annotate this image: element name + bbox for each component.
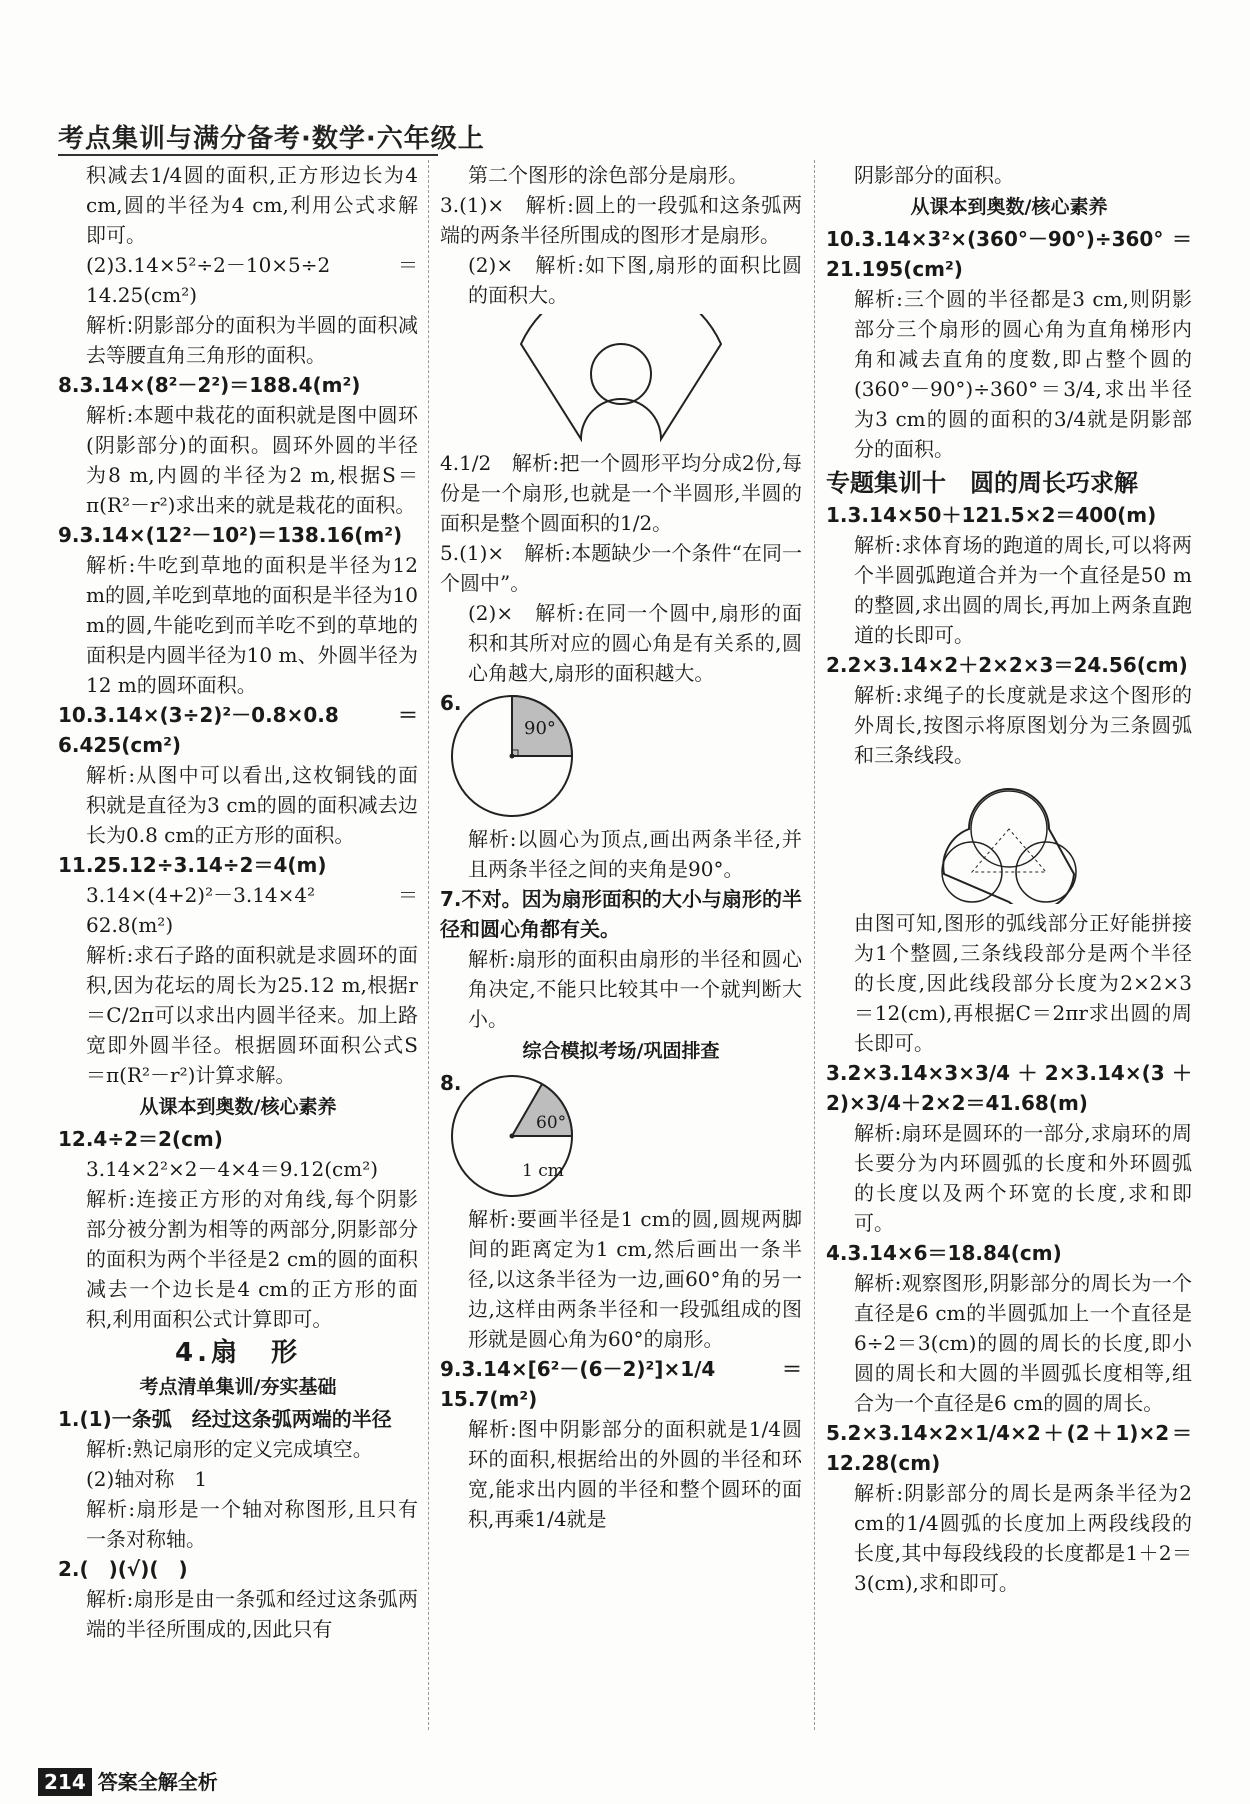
text-line: 积减去1/4圆的面积,正方形边长为4 cm,圆的半径为4 cm,利用公式求解即可。 — [86, 163, 418, 247]
answer-8: 8.3.14×(8²－2²)＝188.4(m²) — [58, 373, 361, 397]
circle-60-figure — [450, 1072, 590, 1200]
radius-label: 1 cm — [522, 1161, 564, 1181]
section-heading: 考点清单集训/夯实基础 — [139, 1376, 337, 1398]
answer-line: 3.14×(4+2)²－3.14×4²＝62.8(m²) — [86, 883, 418, 937]
angle-label: 60° — [536, 1113, 567, 1133]
angle-label: 90° — [524, 718, 556, 739]
answer-line: (2)× 解析:如下图,扇形的面积比圆的面积大。 — [468, 253, 802, 307]
column-2 — [440, 160, 802, 1534]
analysis: 解析:阴影部分的面积为半圆的面积减去等腰直角三角形的面积。 — [86, 313, 418, 367]
page-footer — [38, 1766, 218, 1795]
answer-11: 11.25.12÷3.14÷2＝4(m) — [58, 853, 327, 877]
answer-10: 10.3.14×(3÷2)²－0.8×0.8＝6.425(cm²) — [58, 703, 418, 757]
column-1 — [58, 160, 418, 1644]
analysis: 解析:从图中可以看出,这枚铜钱的面积就是直径为3 cm的圆的面积减去边长为0.8 cm的正方形的面积。 — [86, 763, 418, 847]
analysis: 解析:观察图形,阴影部分的周长为一个直径是6 cm的半圆弧加上一个直径是6÷2＝3(cm)的圆的周长的长度,即小圆的周长和大圆的半圆弧长度相等,组合为一个直径是6 cm的圆的周长。 — [854, 1271, 1192, 1415]
analysis: 解析:阴影部分的周长是两条半径为2 cm的1/4圆弧的长度加上两段线段的长度,其中每段线段的长度都是1＋2＝3(cm),求和即可。 — [854, 1481, 1192, 1595]
column-3 — [826, 160, 1192, 1598]
analysis: 解析:要画半径是1 cm的圆,圆规两脚间的距离定为1 cm,然后画出一条半径,以这条半径为一边,画60°角的另一边,这样由两条半径和一段弧组成的图形就是圆心角为60°的扇形。 — [468, 1207, 802, 1351]
circle-90-figure — [450, 692, 590, 820]
analysis: 由图可知,图形的弧线部分正好能拼接为1个整圆,三条线段部分是两个半径的长度,因此线段部分长度为2×2×3＝12(cm),再根据C＝2πr求出圆的周长即可。 — [854, 911, 1192, 1055]
answer-9: 9.3.14×(12²－10²)＝138.16(m²) — [58, 523, 403, 547]
analysis: 解析:熟记扇形的定义完成填空。 — [86, 1437, 373, 1461]
analysis: 解析:以圆心为顶点,画出两条半径,并且两条半径之间的夹角是90°。 — [468, 827, 802, 881]
answer-12: 12.4÷2＝2(cm) — [58, 1127, 223, 1151]
answer-line: (2)轴对称 1 — [86, 1467, 208, 1491]
column-divider — [814, 160, 815, 1730]
column-divider — [428, 160, 429, 1730]
running-header: 考点集训与满分备考·数学·六年级上 — [58, 124, 485, 154]
fan-sector-figure — [511, 314, 731, 444]
footer-label: 答案全解全析 — [97, 1770, 218, 1794]
analysis: 解析:扇形是一个轴对称图形,且只有一条对称轴。 — [86, 1497, 418, 1551]
answer-1: 1.(1)一条弧 经过这条弧两端的半径 — [58, 1407, 392, 1431]
analysis: 解析:求绳子的长度就是求这个图形的外周长,按图示将原图划分为三条圆弧和三条线段。 — [854, 683, 1192, 767]
section-heading: 从课本到奥数/核心素养 — [910, 196, 1108, 218]
analysis: 解析:牛吃到草地的面积是半径为12 m的圆,羊吃到草地的面积是半径为10 m的圆,牛能吃到而羊吃不到的草地的面积是内圆半径为10 m、外圆半径为12 m的圆环面积。 — [86, 553, 418, 697]
answer-line: (2)3.14×5²÷2－10×5÷2＝14.25(cm²) — [86, 253, 418, 307]
answer-4: 4.3.14×6＝18.84(cm) — [826, 1241, 1062, 1265]
answer-10: 10.3.14×3²×(360°－90°)÷360°＝21.195(cm²) — [826, 227, 1192, 281]
answer-line: (2)× 解析:在同一个圆中,扇形的面积和其所对应的圆心角是有关系的,圆心角越大,扇形的面积越大。 — [468, 601, 802, 685]
answer-3: 3.2×3.14×3×3/4＋2×3.14×(3＋2)×3/4＋2×2＝41.68(m) — [826, 1061, 1192, 1115]
analysis: 解析:扇环是圆环的一部分,求扇环的周长要分为内环圆弧的长度和外环圆弧的长度以及两个环宽的长度,求和即可。 — [854, 1121, 1192, 1235]
answer-7: 7.不对。因为扇形面积的大小与扇形的半径和圆心角都有关。 — [440, 887, 802, 941]
answer-2: 2.2×3.14×2＋2×2×3＝24.56(cm) — [826, 653, 1188, 677]
analysis: 解析:求石子路的面积就是求圆环的面积,因为花坛的周长为25.12 m,根据r＝C/2π可以求出内圆半径来。加上路宽即外圆半径。根据圆环面积公式S＝π(R²－r²)计算求解。 — [86, 943, 418, 1087]
answer-5: 5.2×3.14×2×1/4×2＋(2＋1)×2＝12.28(cm) — [826, 1421, 1192, 1475]
answer-5: 5.(1)× 解析:本题缺少一个条件“在同一个圆中”。 — [440, 541, 802, 595]
text-line: 阴影部分的面积。 — [854, 163, 1014, 187]
answer-2: 2.( )(√)( ) — [58, 1557, 188, 1581]
analysis: 解析:扇形是由一条弧和经过这条弧两端的半径所围成的,因此只有 — [86, 1587, 418, 1641]
answer-3: 3.(1)× 解析:圆上的一段弧和这条弧两端的两条半径所围成的图形才是扇形。 — [440, 193, 802, 247]
analysis: 解析:扇形的面积由扇形的半径和圆心角决定,不能只比较其中一个就判断大小。 — [468, 947, 802, 1031]
answer-line: 3.14×2²×2－4×4＝9.12(cm²) — [86, 1157, 379, 1181]
answer-4: 4.1/2 解析:把一个圆形平均分成2份,每份是一个扇形,也就是一个半圆形,半圆的面积是整个圆面积的1/2。 — [440, 451, 802, 535]
answer-1: 1.3.14×50＋121.5×2＝400(m) — [826, 503, 1157, 527]
answer-9: 9.3.14×[6²－(6－2)²]×1/4＝15.7(m²) — [440, 1357, 802, 1411]
answer-6: 6. — [440, 691, 462, 715]
section-heading: 综合模拟考场/巩固排查 — [522, 1040, 720, 1062]
topic-title: 专题集训十 圆的周长巧求解 — [826, 469, 1138, 497]
section-heading: 从课本到奥数/核心素养 — [139, 1096, 337, 1118]
analysis: 解析:图中阴影部分的面积就是1/4圆环的面积,根据给出的外圆的半径和环宽,能求出内圆的半径和整个圆环的面积,再乘1/4就是 — [468, 1417, 802, 1531]
header-rule — [58, 154, 438, 156]
analysis: 解析:本题中栽花的面积就是图中圆环(阴影部分)的面积。圆环外圆的半径为8 m,内圆的半径为2 m,根据S＝π(R²－r²)求出来的就是栽花的面积。 — [86, 403, 418, 517]
analysis: 解析:三个圆的半径都是3 cm,则阴影部分三个扇形的圆心角为直角梯形内角和减去直角的度数,即占整个圆的(360°－90°)÷360°＝3/4,求出半径为3 cm的圆的面积的3/4就是阴影部分的面积。 — [854, 287, 1192, 461]
page-number: 214 — [38, 1768, 92, 1796]
analysis: 解析:连接正方形的对角线,每个阴影部分被分割为相等的两部分,阴影部分的面积为两个半径是2 cm的圆的面积减去一个边长是4 cm的正方形的面积,利用面积公式计算即可。 — [86, 1187, 418, 1331]
text-line: 第二个图形的涂色部分是扇形。 — [468, 163, 748, 187]
answer-8: 8. — [440, 1071, 462, 1095]
three-circles-figure — [914, 774, 1104, 904]
chapter-title: 4.扇 形 — [175, 1338, 301, 1368]
analysis: 解析:求体育场的跑道的周长,可以将两个半圆弧跑道合并为一个直径是50 m的整圆,求出圆的周长,再加上两条直跑道的长即可。 — [854, 533, 1192, 647]
